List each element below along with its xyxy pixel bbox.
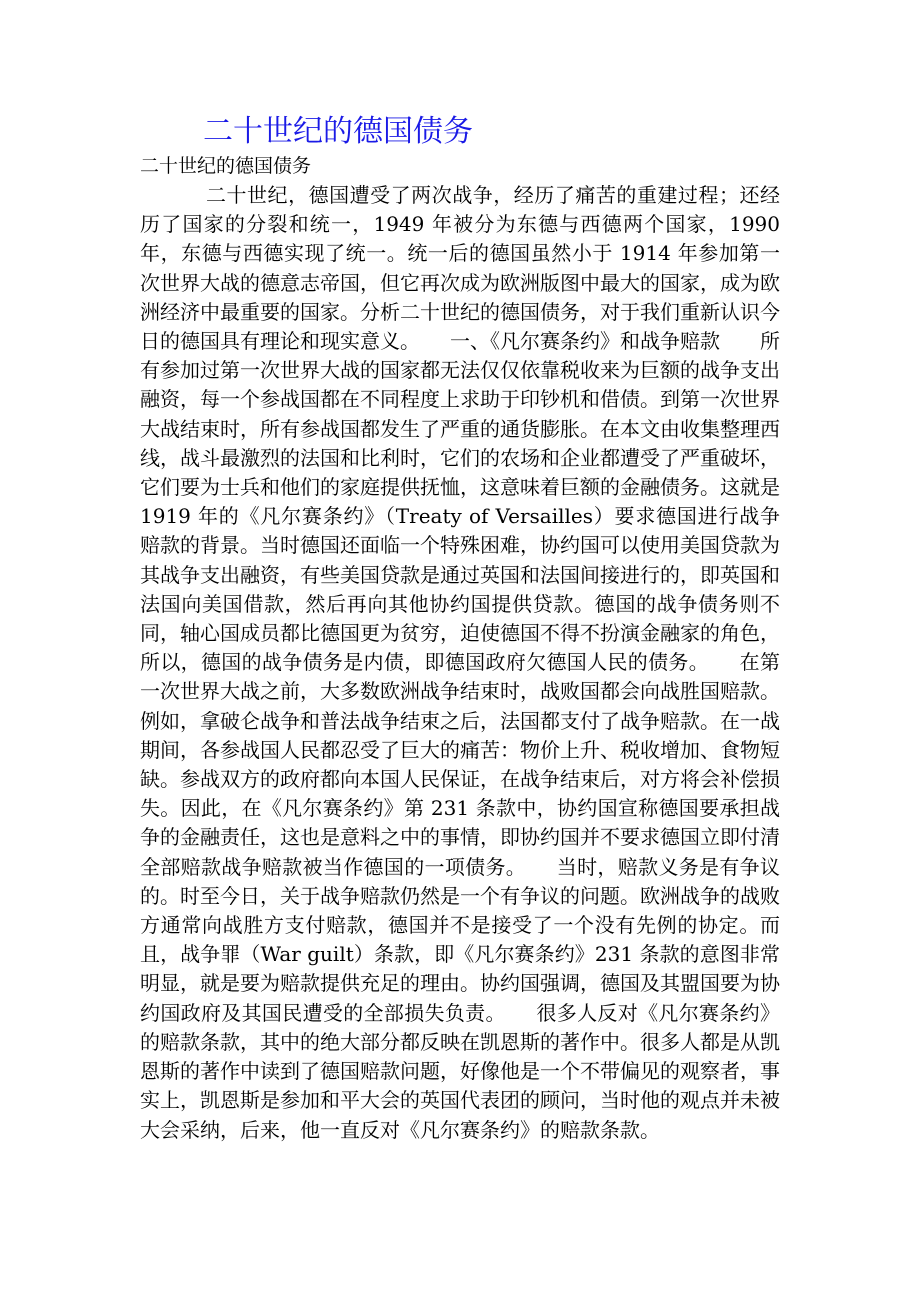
document-title: 二十世纪的德国债务	[203, 114, 473, 149]
document-subtitle: 二十世纪的德国债务	[140, 155, 312, 177]
document-body-paragraph: 二十世纪，德国遭受了两次战争，经历了痛苦的重建过程；还经历了国家的分裂和统一，1949 年被分为东德与西德两个国家，1990 年，东德与西德实现了统一。统一后的德国虽然小于 1914 年参加第一次世界大战的德意志帝国，但它再次成为欧洲版图中最大的国家，成为欧洲经济中最重要的国家。分析二十世纪的德国债务，对于我们重新认识今日的德国具有理论和现实意义。 一、《凡尔赛条约》和战争赔款 所有参加过第一次世界大战的国家都无法仅仅依靠税收来为巨额的战争支出融资，每一个参战国都在不同程度上求助于印钞机和借债。到第一次世界大战结束时，所有参战国都发生了严重的通货膨胀。在本文由收集整理西线，战斗最激烈的法国和比利时，它们的农场和企业都遭受了严重破坏，它们要为士兵和他们的家庭提供抚恤，这意味着巨额的金融债务。这就是 1919 年的《凡尔赛条约》（Treaty of Versailles）要求德国进行战争赔款的背景。当时德国还面临一个特殊困难，协约国可以使用美国贷款为其战争支出融资，有些美国贷款是通过英国和法国间接进行的，即英国和法国向美国借款，然后再向其他协约国提供贷款。德国的战争债务则不同，轴心国成员都比德国更为贫穷，迫使德国不得不扮演金融家的角色，所以，德国的战争债务是内债，即德国政府欠德国人民的债务。 在第一次世界大战之前，大多数欧洲战争结束时，战败国都会向战胜国赔款。例如，拿破仑战争和普法战争结束之后，法国都支付了战争赔款。在一战期间，各参战国人民都忍受了巨大的痛苦：物价上升、税收增加、食物短缺。参战双方的政府都向本国人民保证，在战争结束后，对方将会补偿损失。因此，在《凡尔赛条约》第 231 条款中，协约国宣称德国要承担战争的金融责任，这也是意料之中的事情，即协约国并不要求德国立即付清全部赔款战争赔款被当作德国的一项债务。 当时，赔款义务是有争议的。时至今日，关于战争赔款仍然是一个有争议的问题。欧洲战争的战败方通常向战胜方支付赔款，德国并不是接受了一个没有先例的协定。而且，战争罪（War guilt）条款，即《凡尔赛条约》231 条款的意图非常明显，就是要为赔款提供充足的理由。协约国强调，德国及其盟国要为协约国政府及其国民遭受的全部损失负责。 很多人反对《凡尔赛条约》的赔款条款，其中的绝大部分都反映在凯恩斯的著作中。很多人都是从凯恩斯的著作中读到了德国赔款问题，好像他是一个不带偏见的观察者，事实上，凯恩斯是参加和平大会的英国代表团的顾问，当时他的观点并未被大会采纳，后来，他一直反对《凡尔赛条约》的赔款条款。	[140, 183, 780, 1142]
